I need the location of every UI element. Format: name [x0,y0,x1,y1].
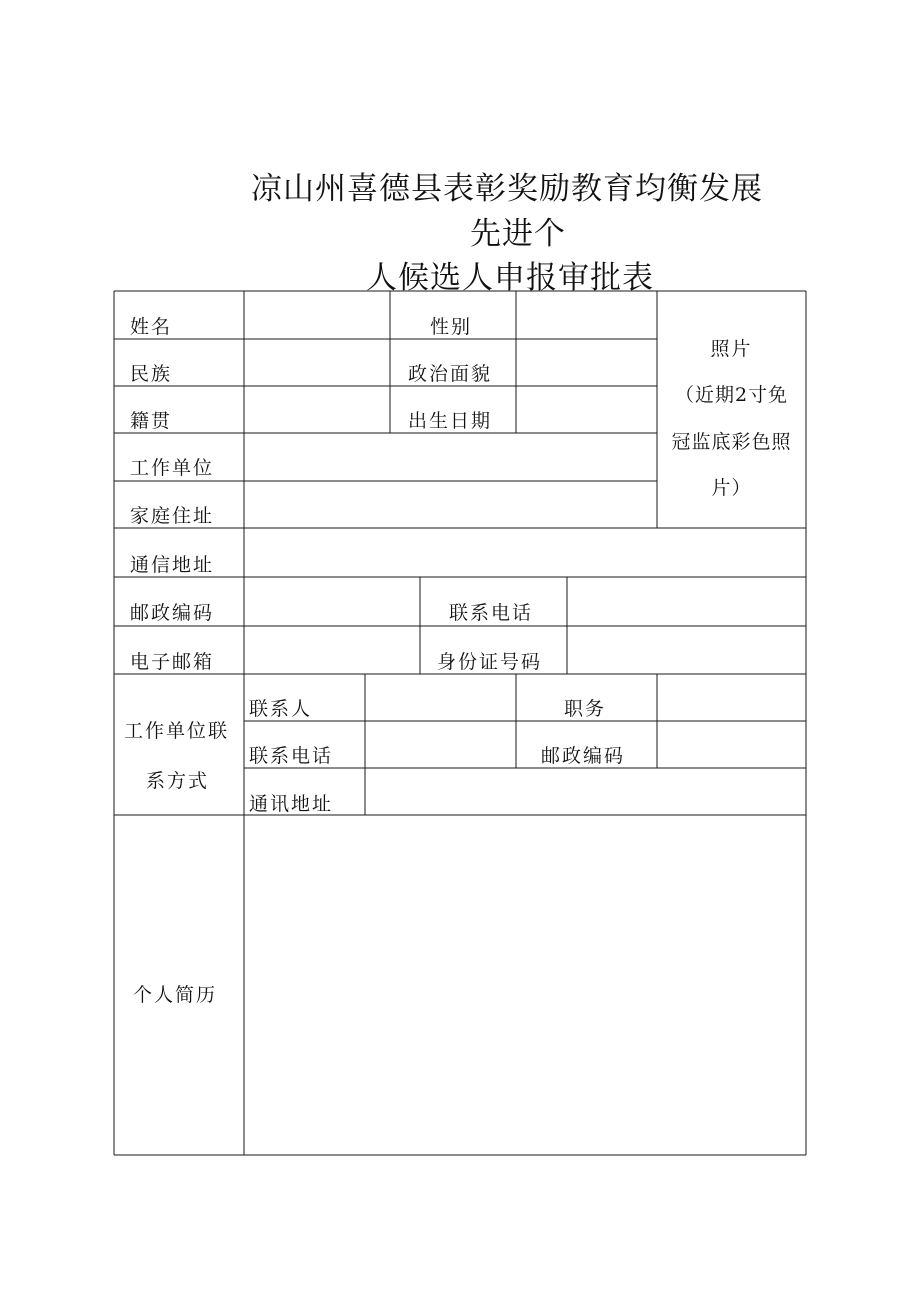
gender-label: 性别 [430,316,473,338]
work-unit-label: 工作单位 [130,457,215,479]
ethnicity-field[interactable] [245,340,389,385]
home-address-field[interactable] [245,482,656,527]
birth-date-label: 出生日期 [408,410,493,432]
unit-phone-field[interactable] [366,722,515,767]
unit-contact-label-line-1: 工作单位联 [124,720,230,742]
phone-label: 联系电话 [449,602,534,624]
form-title-line-2: 先进个 [470,216,566,252]
unit-address-label: 通讯地址 [249,793,334,815]
id-number-field[interactable] [568,627,805,673]
resume-field[interactable] [245,816,805,1154]
phone-field[interactable] [568,578,805,625]
form-title-line-3: 人候选人申报审批表 [366,260,654,296]
mailing-address-label: 通信地址 [130,554,215,576]
name-field[interactable] [245,292,389,338]
photo-slot[interactable] [658,292,805,527]
unit-address-field[interactable] [366,769,805,814]
home-address-label: 家庭住址 [130,505,215,527]
name-label: 姓名 [130,316,173,338]
contact-person-field[interactable] [366,675,515,720]
gender-field[interactable] [517,292,656,338]
unit-postal-code-label: 邮政编码 [541,745,626,767]
contact-person-label: 联系人 [249,698,313,720]
postal-code-field[interactable] [245,578,419,625]
photo-label: 照片 [710,338,753,360]
political-status-label: 政治面貌 [408,363,493,385]
work-unit-field[interactable] [245,434,656,480]
postal-code-label: 邮政编码 [130,602,215,624]
photo-note-line-1: （近期2寸免 [674,384,789,406]
email-label: 电子邮箱 [130,651,215,673]
native-place-field[interactable] [245,387,389,432]
resume-label: 个人简历 [133,984,218,1006]
ethnicity-label: 民族 [130,363,173,385]
unit-postal-code-field[interactable] [658,722,805,767]
unit-phone-label: 联系电话 [249,745,334,767]
email-field[interactable] [245,627,419,673]
political-status-field[interactable] [517,340,656,385]
mailing-address-field[interactable] [245,529,805,576]
id-number-label: 身份证号码 [437,651,543,673]
photo-note-line-3: 片） [711,477,752,499]
form-title-line-1: 凉山州喜德县表彰奖励教育均衡发展 [251,171,763,207]
unit-contact-label-line-2: 系方式 [146,770,210,792]
position-field[interactable] [658,675,805,720]
birth-date-field[interactable] [517,387,656,432]
position-label: 职务 [564,698,607,720]
native-place-label: 籍贯 [130,410,173,432]
photo-note-line-2: 冠监底彩色照 [671,431,792,453]
